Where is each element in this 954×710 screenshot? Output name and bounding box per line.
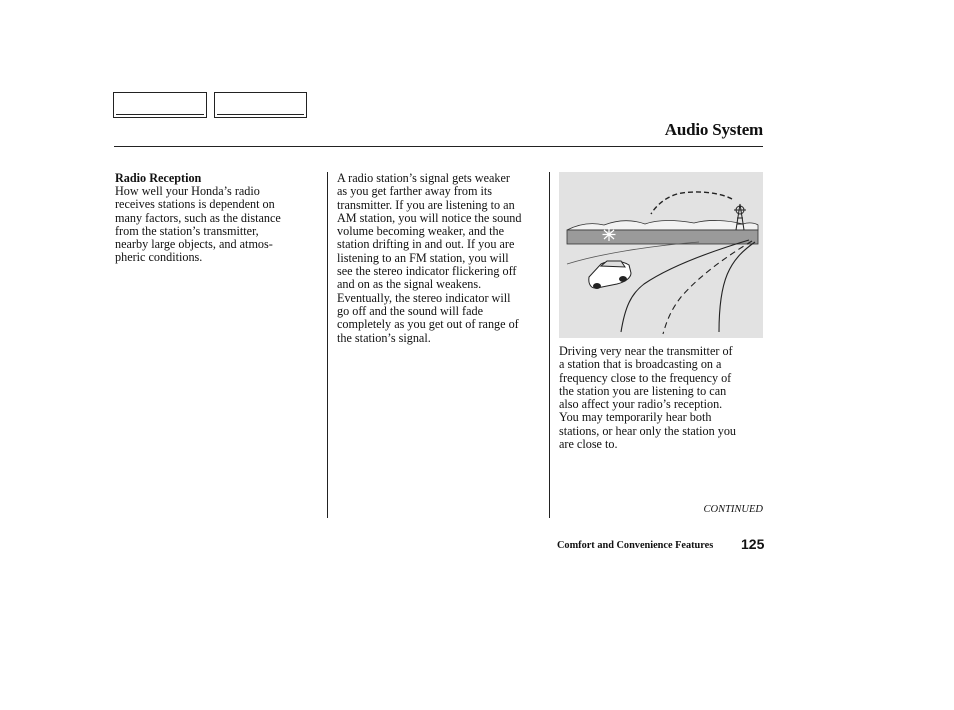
- footer-section-title: Comfort and Convenience Features: [557, 540, 714, 551]
- column-2-body: A radio station’s signal gets weaker as you get farther away from its transmitter. If you are listening to an AM station, you will notice the sound volume becoming weaker, and the station drifting in and out. If you are listening to an FM station, you will see the stereo indicator flickering off and on as the signal weakens. Eventually, the stereo indicator will go off and the sound will fade completely as you get out of range of the station’s signal.: [337, 171, 522, 345]
- radio-reception-heading: Radio Reception: [115, 171, 202, 185]
- section-title: Audio System: [664, 120, 763, 139]
- sun-burst-icon: [603, 228, 616, 241]
- column-divider: [549, 172, 550, 518]
- column-divider: [327, 172, 328, 518]
- next-page-button[interactable]: [214, 92, 307, 118]
- continued-label: CONTINUED: [703, 504, 763, 515]
- header-divider: [114, 146, 763, 147]
- previous-page-button[interactable]: [113, 92, 207, 118]
- page-number: 125: [741, 536, 765, 552]
- column-3-body: Driving very near the transmitter of a station that is broadcasting on a frequency close to the frequency of the station you are listening to can also affect your radio’s reception. You may temporarily hear both stations, or hear only the station you are close to.: [559, 344, 737, 452]
- radio-reception-illustration: [559, 172, 763, 338]
- signal-waves-icon: [651, 192, 732, 214]
- car-icon: [589, 261, 631, 289]
- horizon-band: [567, 230, 758, 244]
- hills: [567, 220, 758, 230]
- column-1-body: How well your Honda’s radio receives stations is dependent on many factors, such as the distance from the station’s transmitter, nearby large objects, and atmos- pheric conditions.: [115, 184, 281, 265]
